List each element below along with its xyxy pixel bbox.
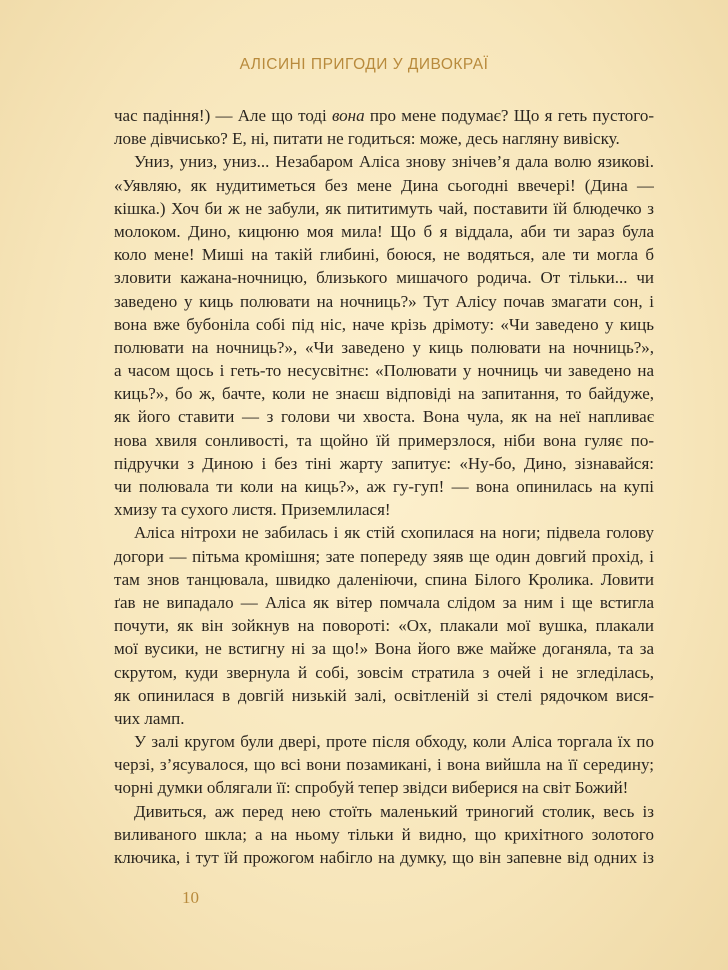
running-header: АЛІСИНІ ПРИГОДИ У ДИВОКРАЇ — [239, 56, 489, 73]
text-line: кішка.) Хоч би ж не забули, як пититимуть чай, поставити їй блюдечко з — [114, 198, 654, 218]
text-line: почути, як він зойкнув на повороті: «Ох, плакали мої вушка, плакали — [114, 616, 654, 636]
text-line: молоком. Дино, кицюню моя мила! Що б я віддала, аби ти зараз була — [114, 221, 654, 241]
text-line: чорні думки облягали її: спробуй тепер звідси вибериcя на світ Божий! — [114, 778, 629, 798]
text-line: а часом щось і геть-то несусвітнє: «Полювати у ночниць чи заведено на — [114, 361, 654, 381]
text-line: коло мене! Миші на такій глибині, боюся, не водяться, але ти могла б — [114, 245, 654, 265]
text-line: «Уявляю, як нудитиметься без мене Дина сьогодні ввечері! (Дина — — [114, 175, 654, 195]
text-line: нова хвиля сонливості, та щойно їй примерзлося, ніби вона гуляє по- — [114, 430, 654, 450]
text-line: У залі кругом були двері, проте після обходу, коли Аліса торгала їх по — [134, 732, 654, 752]
text-line: як його ставити — з голови чи хвоста. Вона чула, як на неї напливає — [114, 407, 654, 427]
text-line: хмизу та сухого листя. Приземлилася! — [114, 500, 391, 520]
page-number: 10 — [182, 888, 199, 907]
text-line: догори — пітьма кромішня; зате попереду зяяв ще один довгий прохід, і — [114, 546, 654, 566]
text-line: Униз, униз, униз... Незабаром Аліса знову знічев’я дала волю язикові. — [134, 152, 654, 172]
text-line: чих ламп. — [114, 708, 185, 728]
paragraph — [114, 150, 654, 521]
text-line: чи полювала ти коли на киць?», аж гу-гуп! — вона опинилась на купі — [114, 477, 654, 496]
text-line: скрутом, куди звернула й собі, зовсім стратила з очей і не згледілась, — [114, 662, 654, 682]
text-line: ґав не випадало — Аліса як вітер помчала слідом за ним і ще встигла — [114, 592, 654, 612]
paragraph — [114, 730, 654, 800]
text-line: мої вусики, не встигну ні за що!» Вона його вже майже доганяла, та за — [114, 639, 654, 659]
text-line: виливаного шкла; а на ньому тільки й видно, що крихітного золотого — [114, 824, 654, 844]
text-line: черзі, з’ясувалося, що всі вони позамикані, і вона вийшла на її середину; — [114, 755, 654, 775]
text-line: Аліса нітрохи не забилась і як стій схопилася на ноги; підвела голову — [134, 523, 654, 543]
text-line: як опинилася в довгій низькій залі, освітленій зі стелі рядочком вися- — [114, 685, 654, 705]
text-line: Дивиться, аж перед нею стоїть маленький триногий столик, весь із — [134, 801, 654, 821]
paragraph — [114, 104, 654, 150]
paragraph — [114, 800, 654, 870]
paragraph — [114, 521, 654, 730]
text-line: там знов танцювала, швидко даленіючи, спина Білого Кролика. Ловити — [114, 569, 654, 589]
text-line: полювати на ночниць?», «Чи заведено у киць полювати на ночниць?», — [114, 337, 654, 357]
text-line: вона вже бубоніла собі під ніс, наче крізь дрімоту: «Чи заведено у киць — [114, 314, 654, 334]
text-line: киць?», бо ж, бачте, коли не знаєш відповіді на запитання, то байдуже, — [114, 384, 654, 404]
body-text — [114, 104, 654, 869]
text-line: заведено у киць полювати на ночниць?» Тут Алісу почав змагати сон, і — [114, 291, 654, 311]
text-line: ключика, і тут їй прожогом набігло на думку, що він запевне від одних із — [114, 848, 654, 867]
text-line: зловити кажана-ночницю, близького мишачого родича. От тільки... чи — [114, 268, 654, 288]
text-line: підручки з Диною і без тіні жарту запитує: «Ну-бо, Дино, зізнавайся: — [114, 453, 654, 473]
text-line: лове дівчисько? Е, ні, питати не годиться: може, десь нагляну вивіску. — [114, 129, 620, 149]
text-line: час падіння!) — Але що тоді вона про мене подумає? Що я геть пустого- — [114, 106, 654, 125]
